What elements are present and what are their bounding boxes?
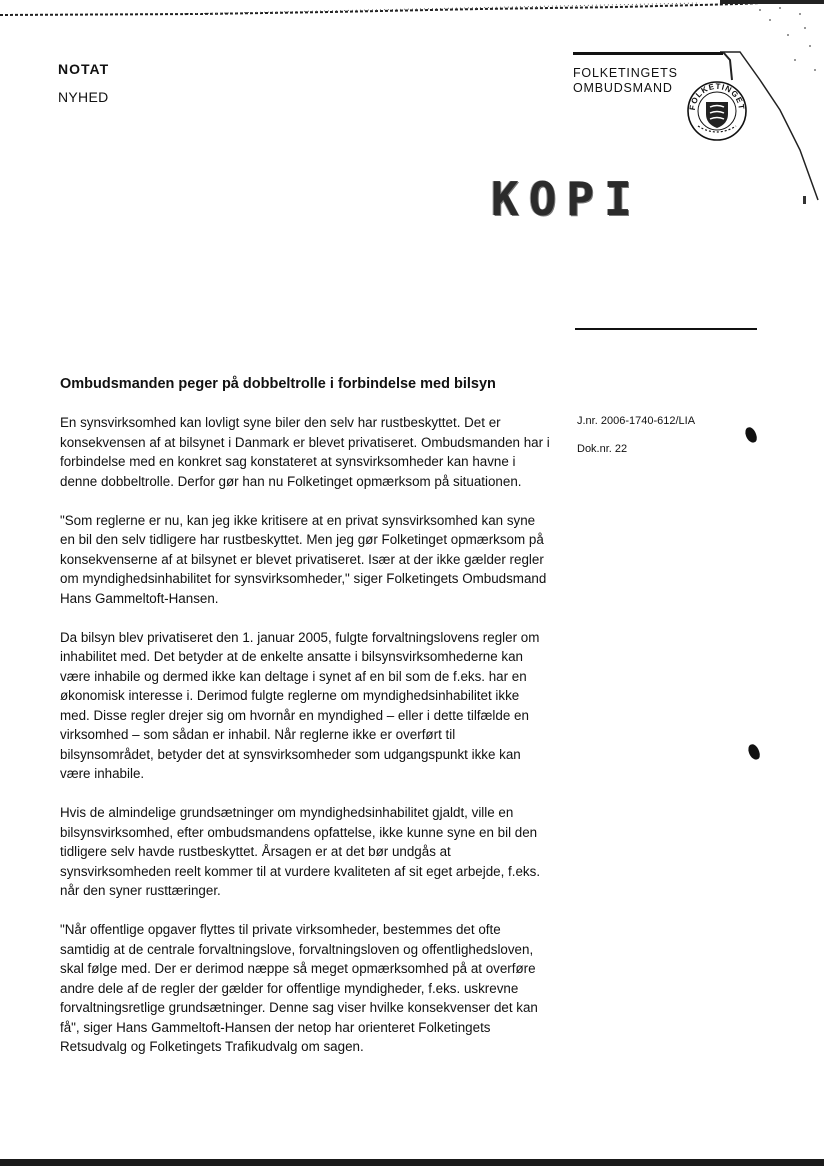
kopi-stamp: KOPI <box>491 172 642 226</box>
org-rule <box>573 52 723 55</box>
punch-hole <box>744 426 759 444</box>
paragraph: Da bilsyn blev privatiseret den 1. januar 2005, fulgte forvaltningslovens regler om inhabilitet med. Det betyder at de enkelte ansatte i bilsynsvirksomhederne kan være inhabile og dermed ikke kan deltage i synet af en bil som de f.eks. har en økonomisk interesse i. Derimod fulgte reglerne om myndighedsinhabilitet ikke med. Disse regler drejer sig om hvornår en myndighed – eller i dette tilfælde en virksomhed – som sådan er inhabil. Når reglerne ikke er overført til bilsynsområdet, betyder det at synsvirksomheder som udgangspunkt ikke kan være inhabile. <box>60 629 540 781</box>
folketinget-seal-icon <box>686 80 748 142</box>
organization-name <box>573 66 678 96</box>
scan-bottom-edge <box>0 1159 824 1166</box>
scan-mark <box>803 196 806 204</box>
nyhed-label: NYHED <box>58 89 109 105</box>
article-headline: Ombudsmanden peger på dobbeltrolle i forbindelse med bilsyn <box>60 376 496 392</box>
paragraph: Hvis de almindelige grundsætninger om myndighedsinhabilitet gjaldt, ville en bilsynsvirksomhed, efter ombudsmandens opfattelse, ikke kunne syne en bil den tidligere selv havde rustbeskyttet. Årsagen er at det bør undgås at synsvirksomheden reelt kommer til at vurdere kvaliteten af sit eget arbejde, f.eks. når den syner rusttæringer. <box>60 805 541 898</box>
paragraph: En synsvirksomhed kan lovligt syne biler den selv har rustbeskyttet. Det er konsekvensen af at bilsynet i Danmark er blevet privatiseret. Ombudsmanden har i forbindelse med en konkret sag konstateret at synsvirksomheder kan havne i denne dobbeltrolle. Derfor gør han nu Folketinget opmærksom på situationen. <box>60 415 550 489</box>
notat-label: NOTAT <box>58 61 110 77</box>
journal-number: J.nr. 2006-1740-612/LIA <box>577 415 696 427</box>
punch-hole <box>747 743 762 761</box>
org-line-2: OMBUDSMAND <box>573 81 673 95</box>
seal-text: FOLKETINGET <box>687 81 747 111</box>
document-number: Dok.nr. 22 <box>577 443 628 455</box>
paragraph: "Som reglerne er nu, kan jeg ikke kritisere at en privat synsvirksomhed kan syne en bil den selv tidligere har rustbeskyttet. Men jeg gør Folketinget opmærksom på konsekvenserne af at bilsynet er blevet privatiseret. Især at der ikke gælder regler om myndighedsinhabilitet for synsvirksomheder," siger Folketingets Ombudsmand Hans Gammeltoft-Hansen. <box>60 512 547 606</box>
paragraph: "Når offentlige opgaver flyttes til private virksomheder, bestemmes det ofte samtidig at de centrale forvaltningslove, forvaltningsloven og offentlighedsloven, skal følge med. Der er derimod næppe så meget opmærksomhed på at overføre andre dele af de regler der gælder for offentlige myndigheder, f.eks. uskrevne forvaltningsretlige grundsætninger. Denne sag viser hvilke konsekvenser det kan få", siger Hans Gammeltoft-Hansen der netop har orienteret Folketingets Retsudvalg og Folketingets Trafikudvalg om sagen. <box>60 922 538 1054</box>
org-line-1: FOLKETINGETS <box>573 66 678 80</box>
article-body <box>60 413 550 1076</box>
right-rule <box>575 328 757 330</box>
